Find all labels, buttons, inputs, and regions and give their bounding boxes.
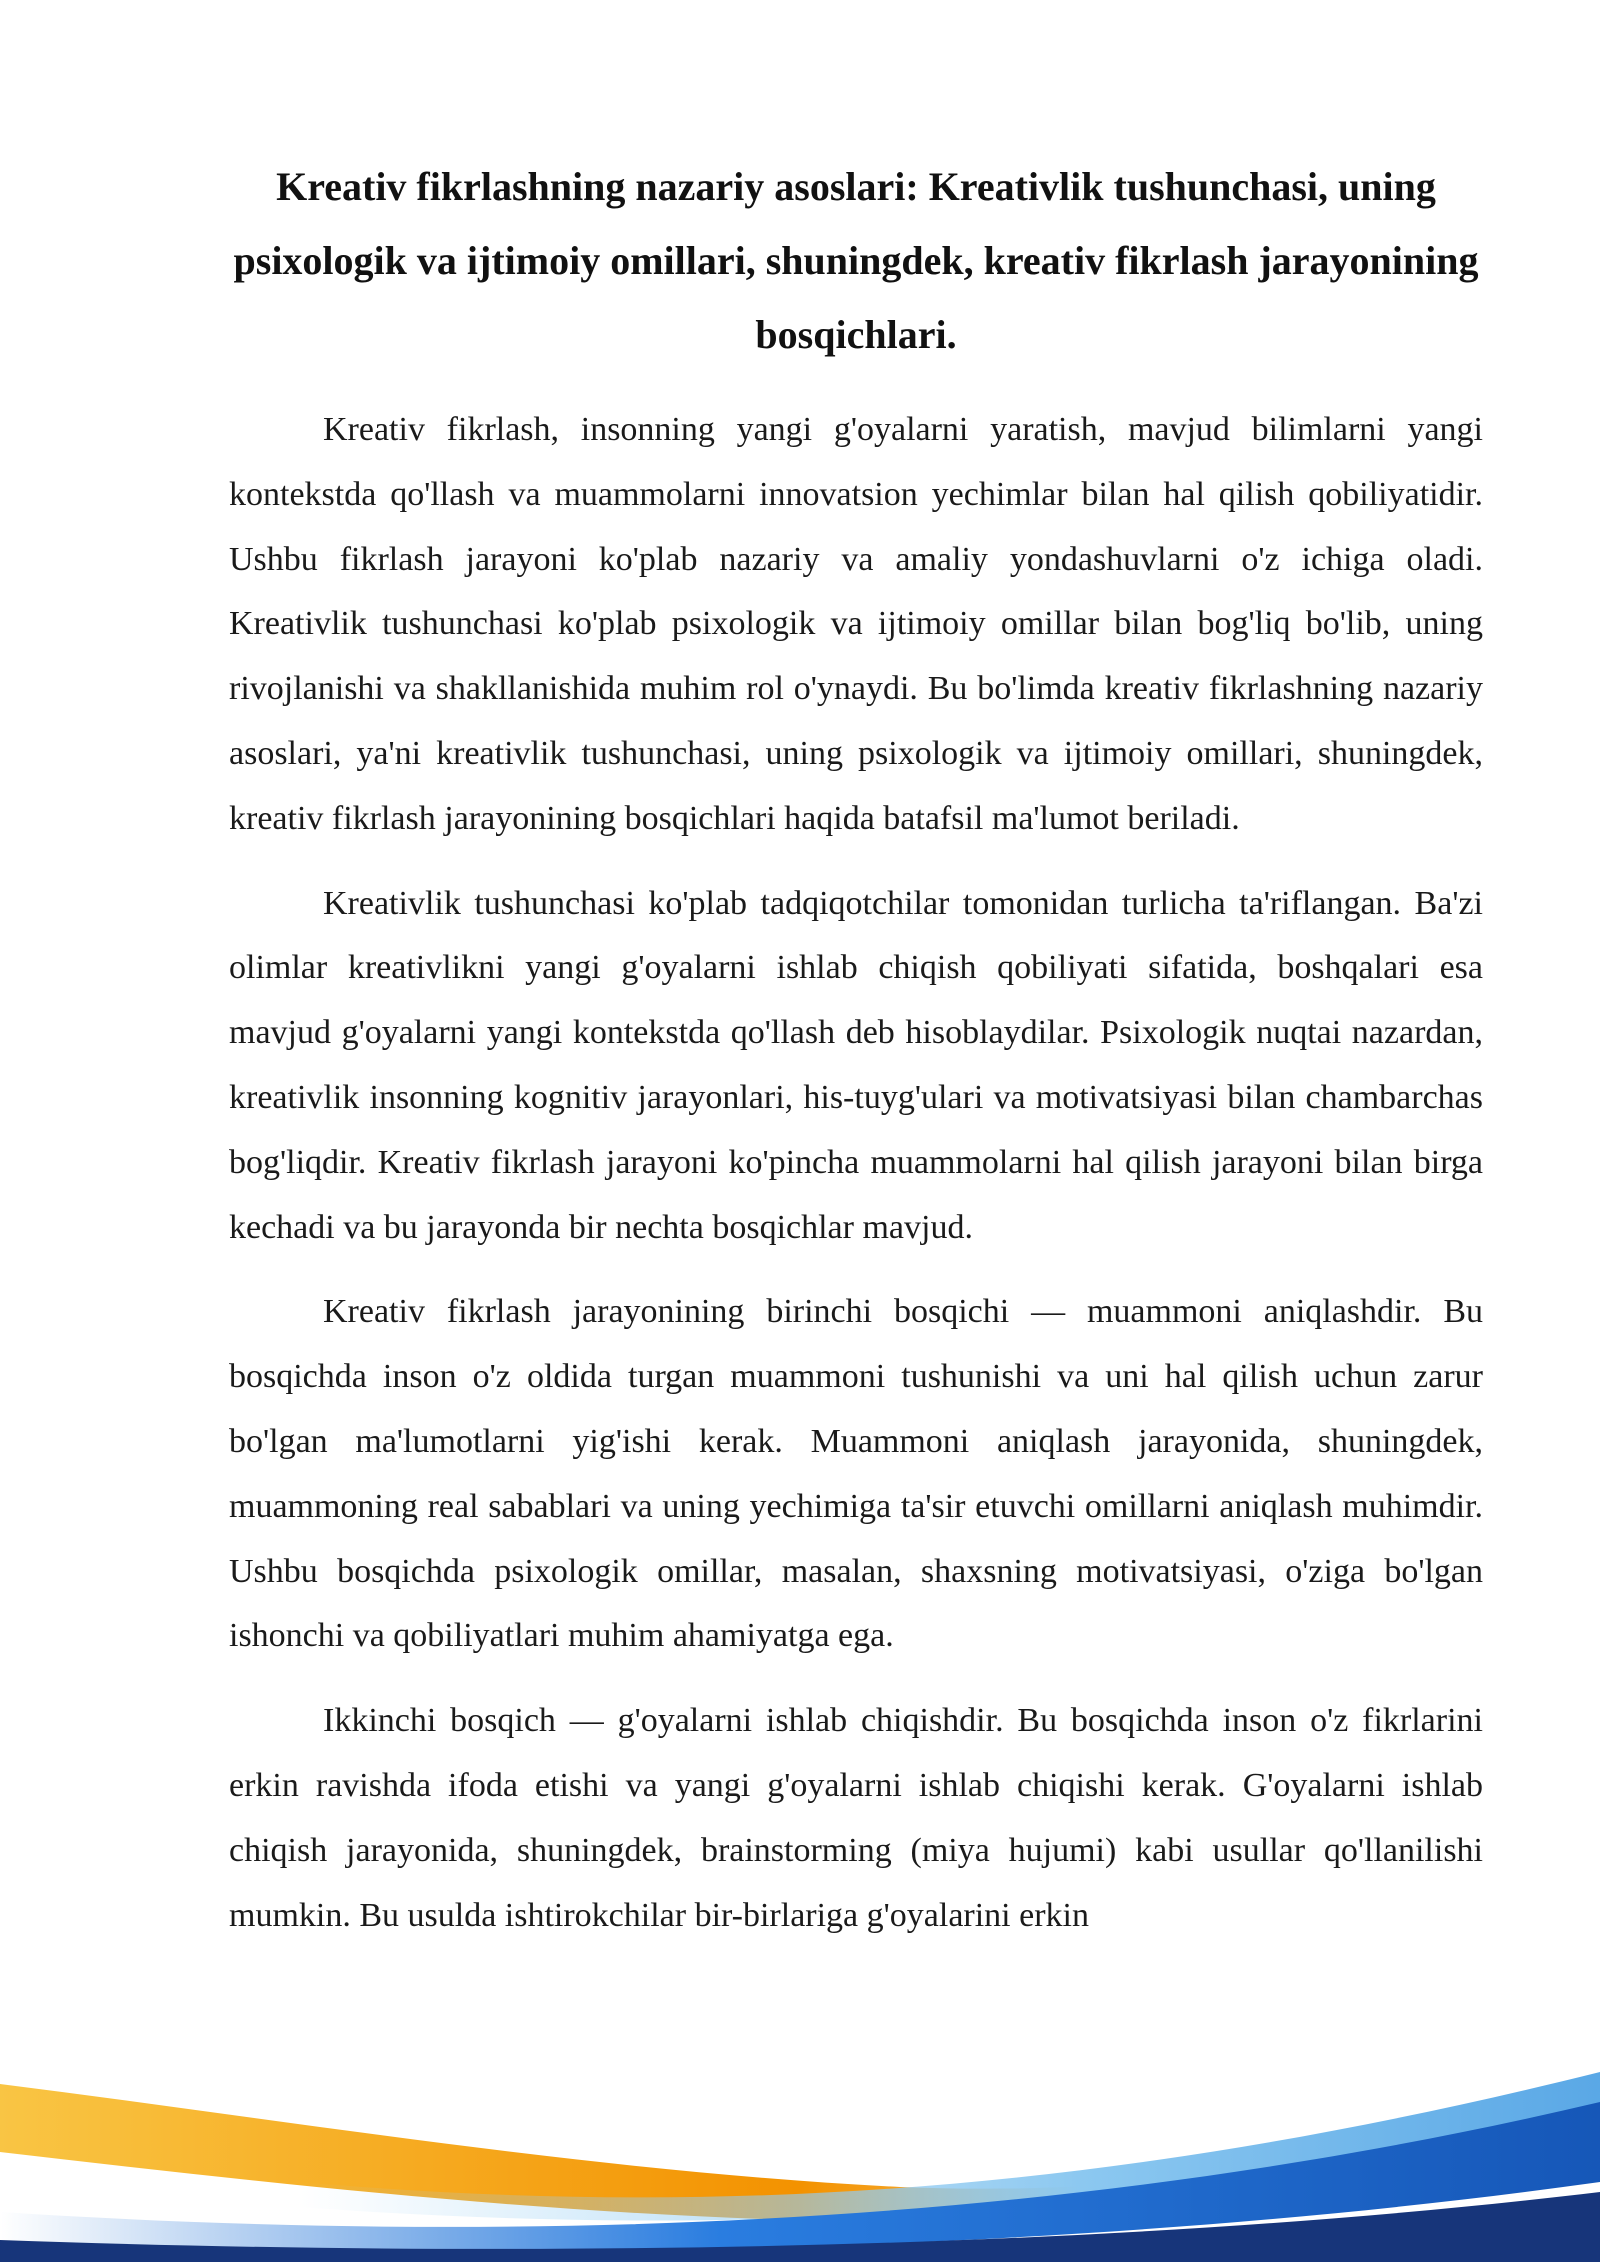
footer-wave-icon: [0, 1982, 1600, 2262]
document-title: Kreativ fikrlashning nazariy asoslari: Kreativlik tushunchasi, uning psixologik va ijtimoiy omillari, shuningdek, kreativ fikrlash jarayonining bosqichlari.: [233, 164, 1479, 357]
document-content: [229, 150, 1483, 1948]
paragraph-2: Kreativlik tushunchasi ko'plab tadqiqotchilar tomonidan turlicha ta'riflangan. Ba'zi olimlar kreativlikni yangi g'oyalarni ishlab chiqish qobiliyati sifatida, boshqalari esa mavjud g'oyalarni yangi kontekstda qo'llash deb hisoblaydilar. Psixologik nuqtai nazardan, kreativlik insonning kognitiv jarayonlari, his-tuyg'ulari va motivatsiyasi bilan chambarchas bog'liqdir. Kreativ fikrlash jarayoni ko'pincha muammolarni hal qilish jarayoni bilan birga kechadi va bu jarayonda bir nechta bosqichlar mavjud.: [229, 884, 1483, 1246]
paragraph-1: Kreativ fikrlash, insonning yangi g'oyalarni yaratish, mavjud bilimlarni yangi kontekstda qo'llash va muammolarni innovatsion yechimlar bilan hal qilish qobiliyatidir. Ushbu fikrlash jarayoni ko'plab nazariy va amaliy yondashuvlarni o'z ichiga oladi. Kreativlik tushunchasi ko'plab psixologik va ijtimoiy omillar bilan bog'liq bo'lib, uning rivojlanishi va shakllanishida muhim rol o'ynaydi. Bu bo'limda kreativ fikrlashning nazariy asoslari, ya'ni kreativlik tushunchasi, uning psixologik va ijtimoiy omillari, shuningdek, kreativ fikrlash jarayonining bosqichlari haqida batafsil ma'lumot beriladi.: [229, 411, 1483, 837]
paragraph-3: Kreativ fikrlash jarayonining birinchi bosqichi — muammoni aniqlashdir. Bu bosqichda inson o'z oldida turgan muammoni tushunishi va uni hal qilish uchun zarur bo'lgan ma'lumotlarni yig'ishi kerak. Muammoni aniqlash jarayonida, shuningdek, muammoning real sabablari va uning yechimiga ta'sir etuvchi omillarni aniqlash muhimdir. Ushbu bosqichda psixologik omillar, masalan, shaxsning motivatsiyasi, o'ziga bo'lgan ishonchi va qobiliyatlari muhim ahamiyatga ega.: [229, 1293, 1483, 1655]
paragraph-4: Ikkinchi bosqich — g'oyalarni ishlab chiqishdir. Bu bosqichda inson o'z fikrlarini erkin ravishda ifoda etishi va yangi g'oyalarni ishlab chiqishi kerak. G'oyalarni ishlab chiqish jarayonida, shuningdek, brainstorming (miya hujumi) kabi usullar qo'llanilishi mumkin. Bu usulda ishtirokchilar bir-birlariga g'oyalarini erkin: [229, 1702, 1483, 1934]
